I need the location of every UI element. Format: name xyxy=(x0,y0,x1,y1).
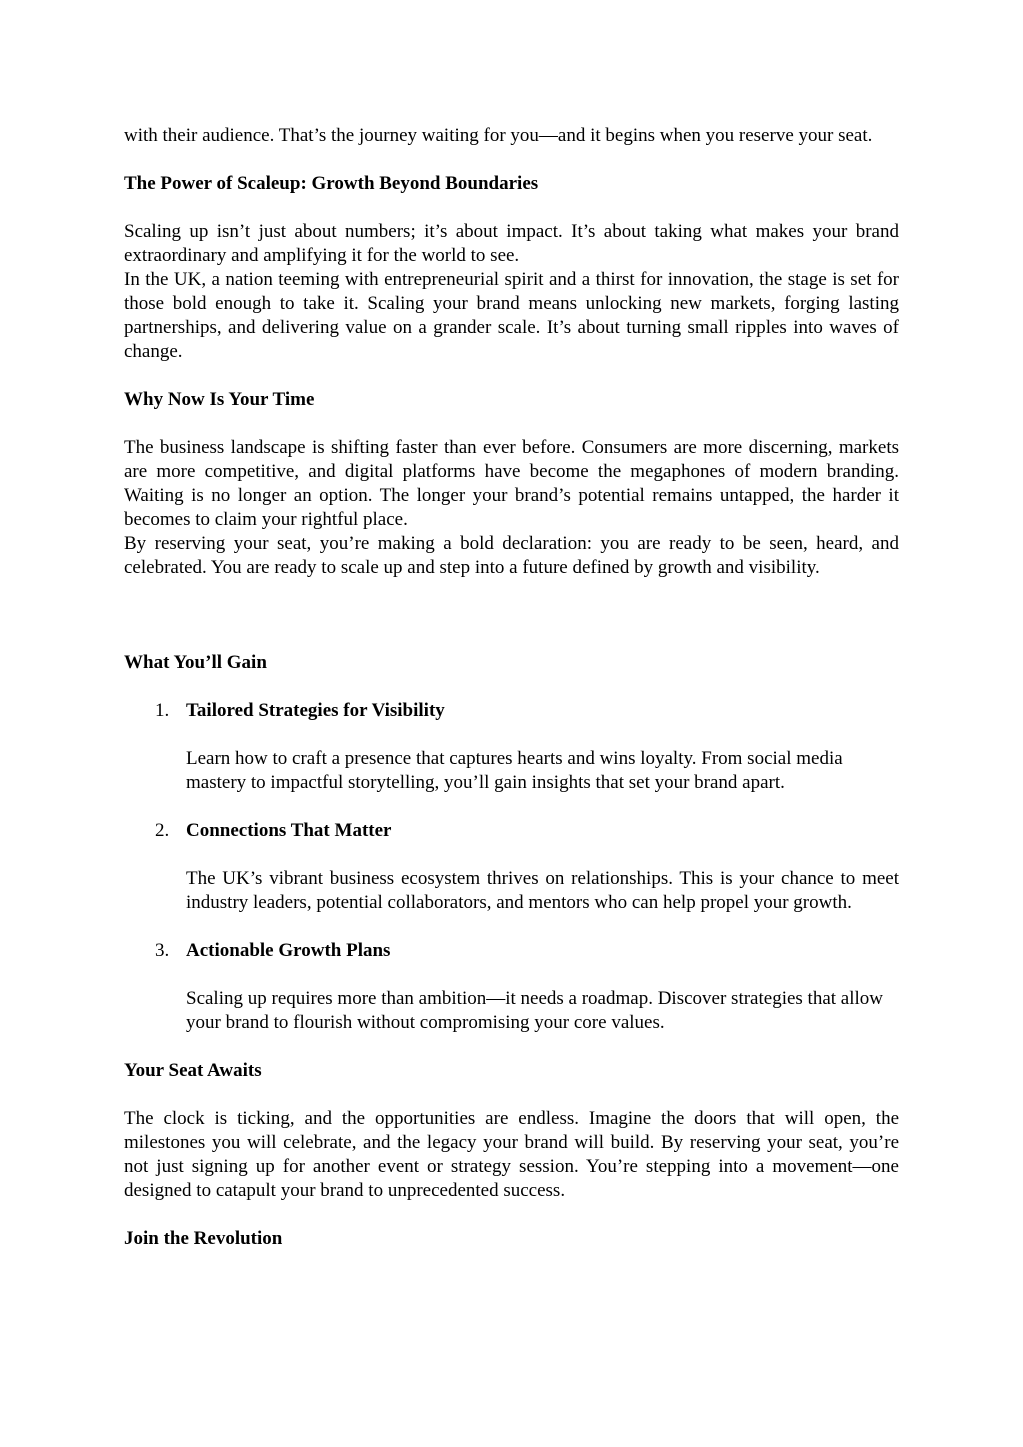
list-item-body: Learn how to craft a presence that captures hearts and wins loyalty. From social media mastery to impactful storytelling, you’ll gain insights that set your brand apart. xyxy=(186,748,843,793)
why-now-paragraph-2: By reserving your seat, you’re making a bold declaration: you are ready to be seen, heard, and celebrated. You are ready to scale up and step into a future defined by growth and visibility. xyxy=(124,533,899,578)
list-item-title xyxy=(124,939,899,963)
heading-your-seat-awaits: Your Seat Awaits xyxy=(124,1060,262,1081)
list-item-title-text: Connections That Matter xyxy=(186,820,392,841)
heading-join-the-revolution: Join the Revolution xyxy=(124,1228,283,1249)
heading-power-of-scaleup: The Power of Scaleup: Growth Beyond Boundaries xyxy=(124,173,539,194)
document-page xyxy=(124,124,899,1251)
list-item-number: 2. xyxy=(155,820,170,841)
list-item xyxy=(124,699,899,795)
list-item-number: 3. xyxy=(155,940,170,961)
heading-why-now: Why Now Is Your Time xyxy=(124,389,315,410)
list-item-body: Scaling up requires more than ambition—it needs a roadmap. Discover strategies that allow your brand to flourish without compromising your core values. xyxy=(186,988,883,1033)
list-item-title xyxy=(124,819,899,843)
why-now-paragraph-1: The business landscape is shifting faster than ever before. Consumers are more discerning, markets are more competitive, and digital platforms have become the megaphones of modern branding. Waiting is no longer an option. The longer your brand’s potential remains untapped, the harder it becomes to claim your rightful place. xyxy=(124,437,899,530)
list-item-title xyxy=(124,699,899,723)
list-item-body: The UK’s vibrant business ecosystem thrives on relationships. This is your chance to meet industry leaders, potential collaborators, and mentors who can help propel your growth. xyxy=(186,868,899,913)
heading-what-youll-gain: What You’ll Gain xyxy=(124,652,267,673)
power-paragraph-1: Scaling up isn’t just about numbers; it’s about impact. It’s about taking what makes your brand extraordinary and amplifying it for the world to see. xyxy=(124,221,899,266)
list-item-title-text: Actionable Growth Plans xyxy=(186,940,391,961)
gain-list xyxy=(124,699,899,1035)
list-item-number: 1. xyxy=(155,700,170,721)
power-paragraph-2: In the UK, a nation teeming with entrepreneurial spirit and a thirst for innovation, the stage is set for those bold enough to take it. Scaling your brand means unlocking new markets, forging lasting partnerships, and delivering value on a grander scale. It’s about turning small ripples into waves of change. xyxy=(124,269,899,362)
list-item xyxy=(124,819,899,915)
list-item xyxy=(124,939,899,1035)
list-item-title-text: Tailored Strategies for Visibility xyxy=(186,700,445,721)
seat-paragraph: The clock is ticking, and the opportunities are endless. Imagine the doors that will open, the milestones you will celebrate, and the legacy your brand will build. By reserving your seat, you’re not just signing up for another event or strategy session. You’re stepping into a movement—one designed to catapult your brand to unprecedented success. xyxy=(124,1108,899,1201)
intro-paragraph: with their audience. That’s the journey waiting for you—and it begins when you reserve your seat. xyxy=(124,125,873,146)
